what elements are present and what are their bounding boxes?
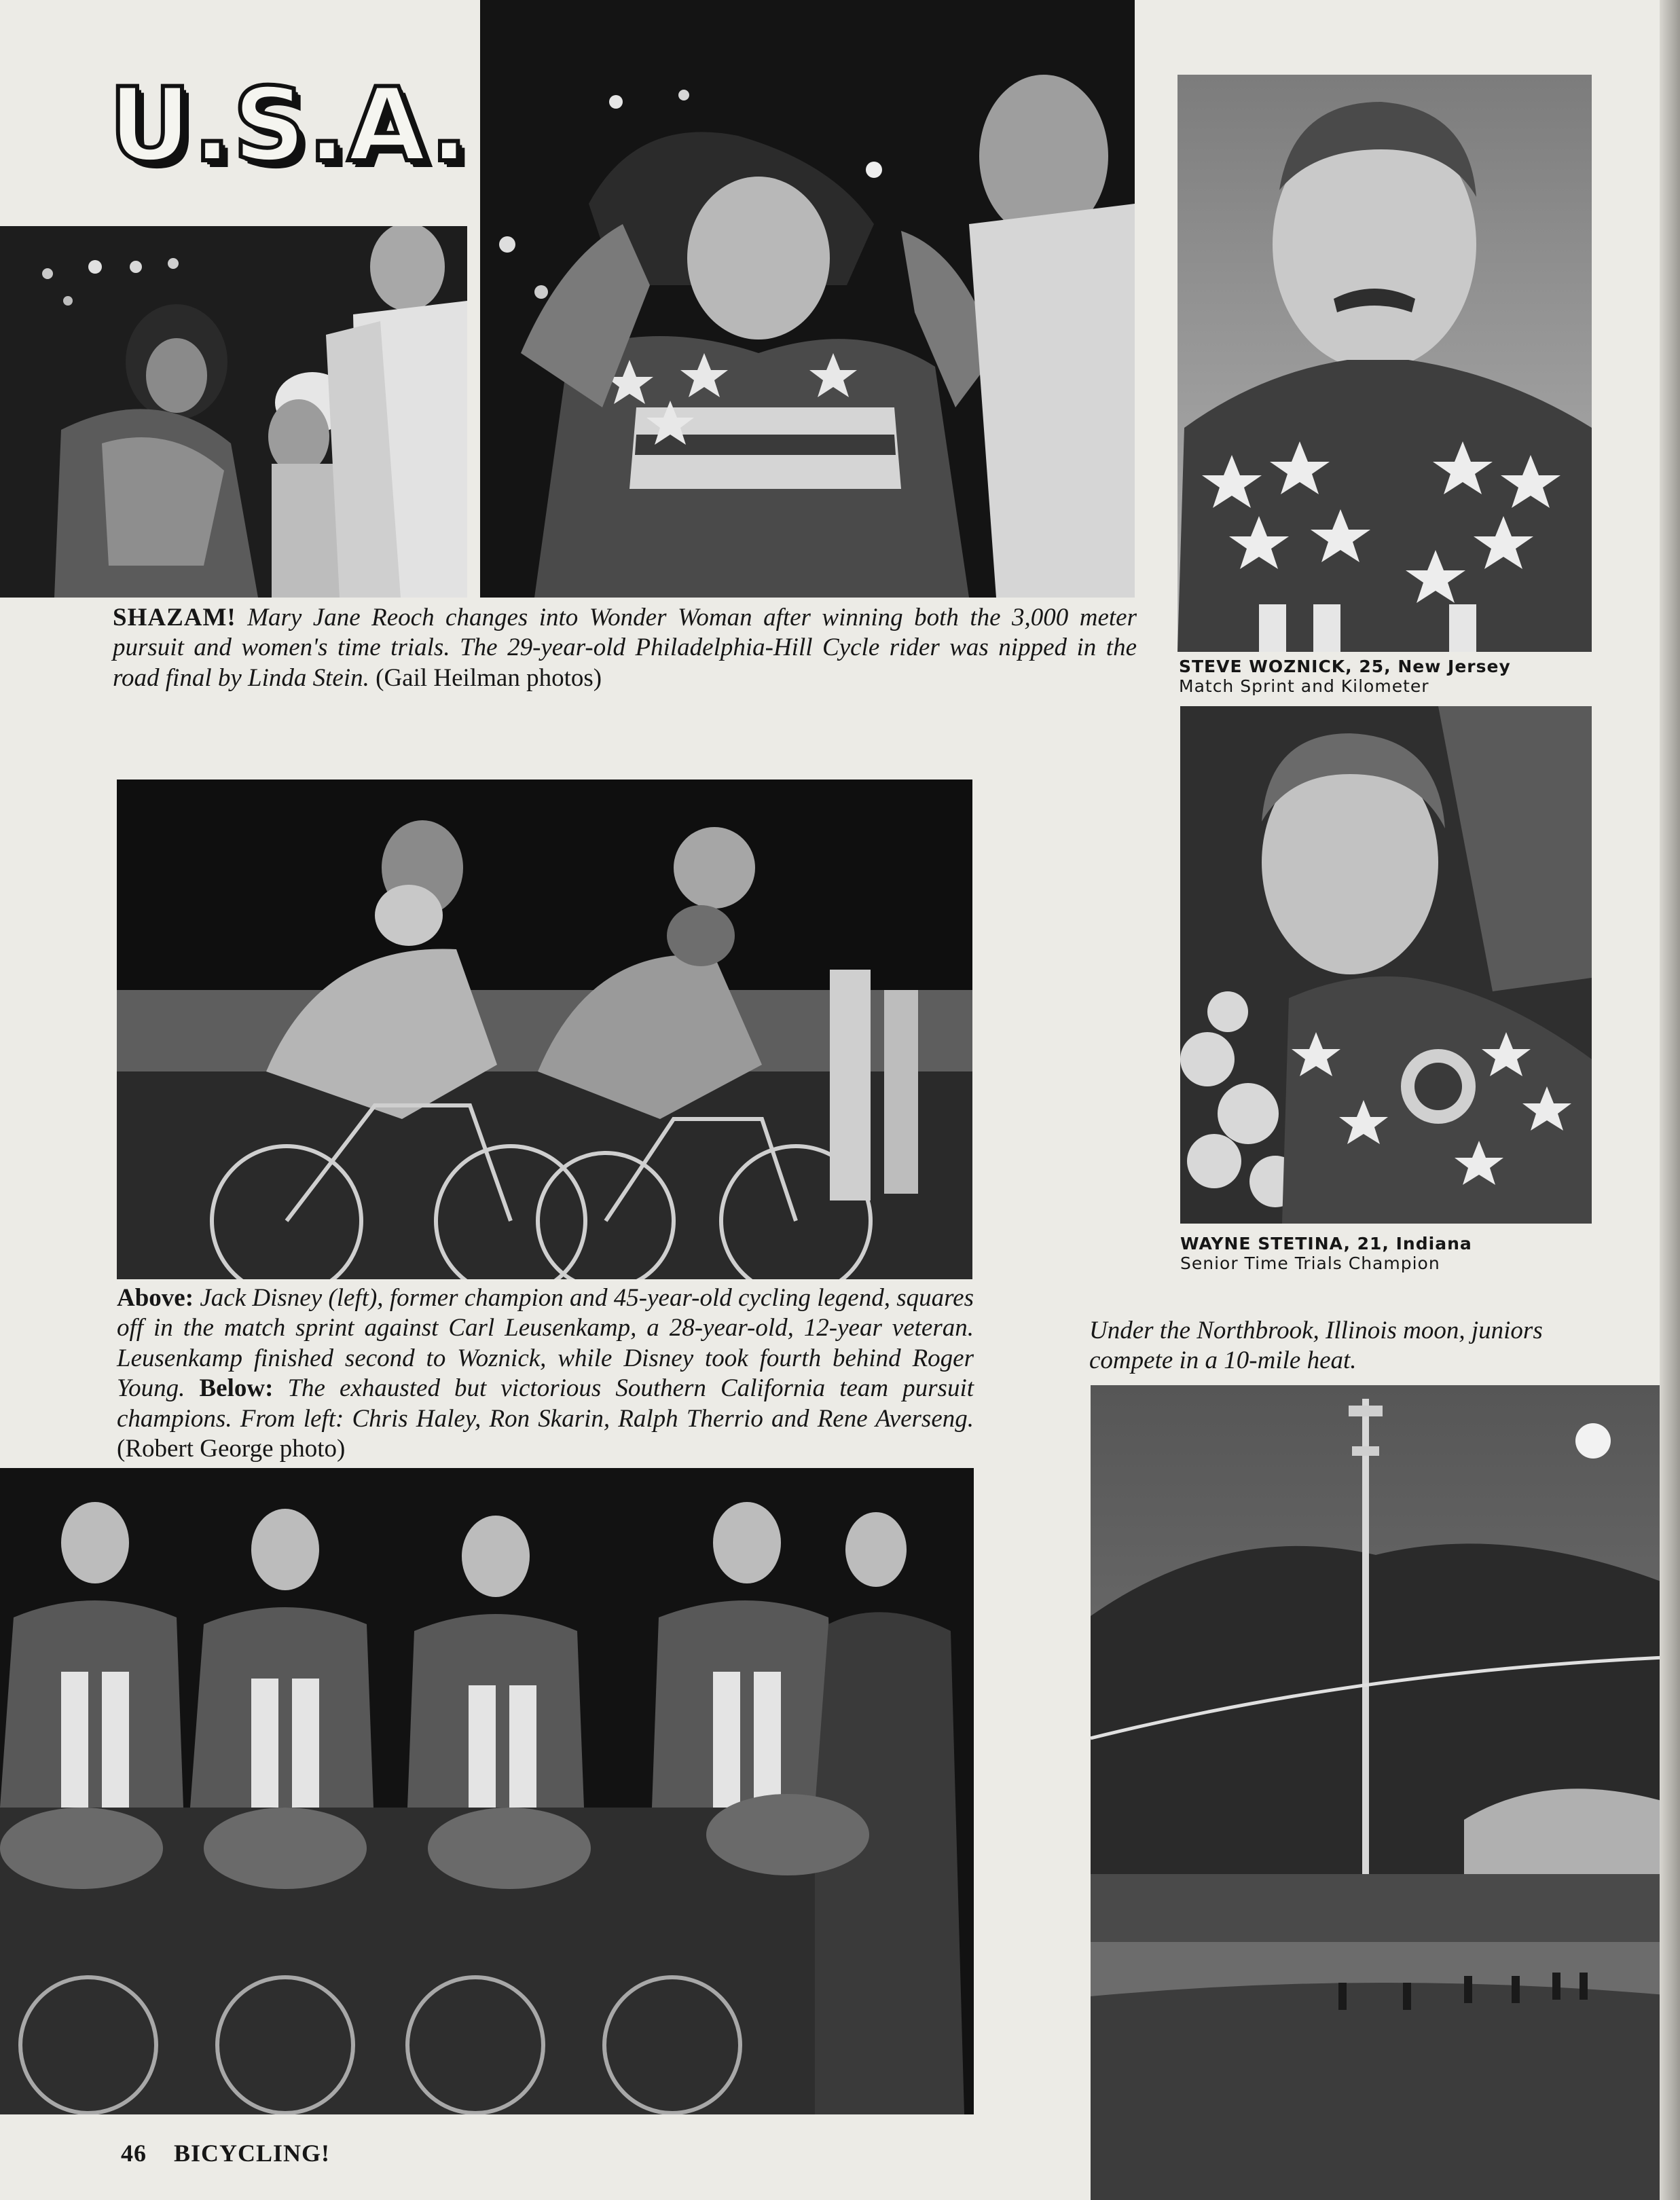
caption-robert-george-credit: (Robert George photo): [117, 1434, 346, 1463]
page-folio: [121, 2139, 357, 2167]
caption-below-label: Below: [199, 1374, 266, 1403]
photo-team-pursuit-image: [0, 1468, 974, 2114]
photo-team-pursuit: [0, 1468, 974, 2114]
photo-wayne-stetina: [1180, 706, 1592, 1224]
caption-below-text: The exhausted but victorious Southern California team pursuit champions. From left: Chris Haley, Ron Skarin, Ralph Therrio and Rene Averseng.: [117, 1374, 974, 1433]
caption-shazam-credit: (Gail Heilman photos): [376, 663, 602, 692]
photo-steve-woznick: [1177, 75, 1592, 652]
photo-reoch-wonder-woman-image: [480, 0, 1135, 598]
caption-shazam-lead: SHAZAM!: [113, 604, 236, 631]
folio-magazine-name: BICYCLING!: [174, 2140, 331, 2167]
photo-reoch-changing-image: [0, 226, 467, 598]
photo-steve-woznick-image: [1177, 75, 1592, 652]
caption-woznick-name: STEVE WOZNICK, 25, New Jersey: [1179, 657, 1511, 676]
caption-shazam-body: Mary Jane Reoch changes into Wonder Woman after winning both the 3,000 meter pursuit and women's time trials. The 29-year-old Philadelphia-Hill Cycle rider was nipped in the road final by Linda Stein.: [113, 604, 1137, 692]
caption-woznick: [1179, 657, 1600, 697]
photo-wayne-stetina-image: [1180, 706, 1592, 1224]
photo-match-sprint-image: [117, 780, 972, 1279]
caption-shazam: [113, 603, 1137, 693]
photo-reoch-changing: [0, 226, 467, 598]
caption-stetina-name: WAYNE STETINA, 21, Indiana: [1180, 1234, 1472, 1253]
caption-northbrook-text: Under the Northbrook, Illinois moon, juniors compete in a 10-mile heat.: [1089, 1317, 1543, 1375]
caption-above-text: Jack Disney (left), former champion and 45-year-old cycling legend, squares off in the match sprint against Carl Leusenkamp, a 28-year-old, 12-year veteran. Leusenkamp finished second to Woznick, while Disney took fourth behind Roger Young.: [117, 1284, 974, 1403]
caption-northbrook: [1089, 1316, 1605, 1376]
photo-match-sprint: [117, 780, 972, 1279]
caption-sprint-and-pursuit: Above: Jack Disney (left), former champion and 45-year-old cycling legend, squares off in the match sprint against Carl Leusenkamp, a 28-year-old, 12-year veteran. Leusenkamp finished second to Woznick, while Disney took fourth behind Roger Young. Below: The exhausted but victorious Southern California team pursuit champions. From left: Chris Haley, Ron Skarin, Ralph Therrio and Rene Averseng. (Robert George photo): [117, 1284, 974, 1463]
photo-reoch-wonder-woman: [480, 0, 1135, 598]
photo-northbrook-moon-image: [1091, 1385, 1680, 2200]
caption-stetina-events: Senior Time Trials Champion: [1180, 1253, 1440, 1273]
page-title: U.S.A.: [109, 67, 470, 185]
folio-page-number: 46: [121, 2140, 147, 2167]
caption-stetina: [1180, 1234, 1601, 1274]
page-edge-shadow: [1660, 0, 1680, 2200]
caption-woznick-events: Match Sprint and Kilometer: [1179, 676, 1429, 696]
photo-northbrook-moon: [1091, 1385, 1680, 2200]
caption-above-label: Above: [117, 1284, 185, 1312]
